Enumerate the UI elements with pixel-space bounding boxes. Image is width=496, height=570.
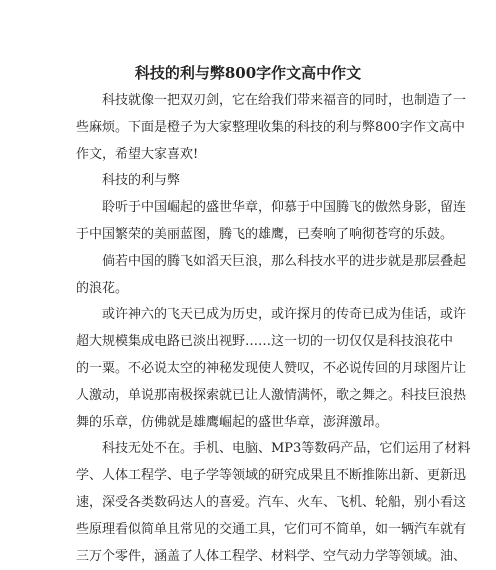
paragraph: [76, 249, 467, 303]
text-line: 科技无处不在。手机、电脑、MP3等数码产品，它们运用了材料: [102, 441, 471, 457]
text-line: 人激动，单说那南极探索就已让人激情满怀，歌之舞之。科技巨浪热: [76, 387, 467, 403]
text-line: 速，深受各类数码达人的喜爱。汽车、火车、飞机、轮船，别小看这: [76, 494, 467, 510]
text-line: 倘若中国的腾飞如滔天巨浪，那么科技水平的进步就是那层叠起: [102, 253, 467, 269]
paragraph: [76, 302, 467, 436]
text-line: 科技就像一把双刃剑，它在给我们带来福音的同时，也制造了一: [102, 93, 467, 108]
section-heading: [76, 168, 424, 195]
paragraph-intro: [76, 88, 467, 168]
text-line: 科技的利与弊: [102, 173, 181, 189]
paragraph: [76, 436, 471, 570]
text-line: 些原理看似简单且常见的交通工具，它们可不简单，如一辆汽车就有: [76, 521, 467, 537]
paragraph: [76, 195, 467, 249]
text-line: 作文，希望大家喜欢!: [76, 146, 199, 162]
text-line: 的一粟。不必说太空的神秘发现使人赞叹，不必说传回的月球图片让: [76, 360, 467, 376]
document-body: [76, 88, 471, 570]
text-line: 的浪花。: [76, 280, 129, 296]
document-title: 科技的利与弊800字作文高中作文: [134, 64, 362, 82]
text-line: 三万个零件，涵盖了人体工程学、材料学、空气动力学等领域。油、: [76, 548, 467, 564]
text-line: 聆听于中国崛起的盛世华章，仰慕于中国腾飞的傲然身影，留连: [102, 200, 467, 216]
text-line: 学、人体工程学、电子学等领域的研究成果且不断推陈出新、更新迅: [76, 468, 467, 484]
text-line: 或许神六的飞天已成为历史，或许探月的传奇已成为佳话，或许: [102, 307, 467, 323]
text-line: 舞的乐章，仿佛就是雄鹰崛起的盛世华章，澎湃激昂。: [76, 414, 389, 430]
text-line: 些麻烦。下面是橙子为大家整理收集的科技的利与弊800字作文高中: [76, 119, 465, 135]
text-line: 于中国繁荣的美丽蓝图，腾飞的雄鹰，已奏响了响彻苍穹的乐鼓。: [76, 226, 454, 242]
text-line: 超大规模集成电路已淡出视野……这一切的一切仅仅是科技浪花中: [76, 334, 454, 350]
